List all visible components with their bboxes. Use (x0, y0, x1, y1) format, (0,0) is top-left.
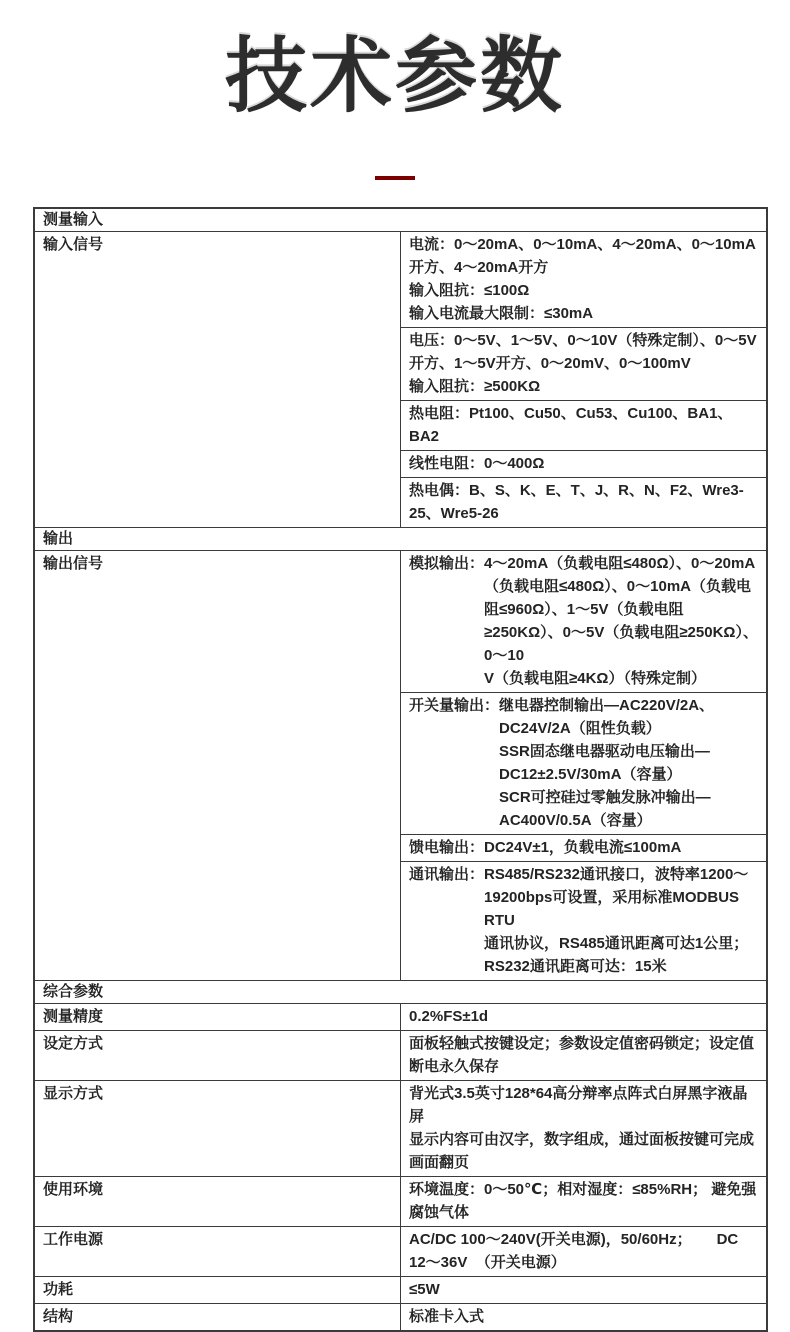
table-row (34, 1277, 767, 1304)
spec-cell-linear-resistance (401, 451, 768, 478)
title-underline (375, 176, 415, 180)
spec-cell-current (401, 232, 768, 328)
spec-cell-thermocouple (401, 478, 768, 528)
section-header-measure-input: 测量输入 (34, 208, 767, 232)
spec-line: SCR可控硅过零触发脉冲输出—AC400V/0.5A（容量） (499, 789, 711, 830)
section-header-output: 输出 (34, 528, 767, 551)
table-row (34, 1081, 767, 1177)
spec-line: 输入电流最大限制：≤30mA (409, 305, 594, 323)
spec-line: 继电器控制输出—AC220V/2A、DC24V/2A（阻性负载） (499, 697, 715, 738)
spec-label: 开关量输出： (409, 697, 500, 715)
spec-line: ≤5W (409, 1281, 440, 1299)
row-label-structure: 结构 (34, 1304, 401, 1332)
row-label-display: 显示方式 (34, 1081, 401, 1177)
spec-line: 环境温度：0～50℃；相对湿度：≤85%RH； 避免强腐蚀气体 (409, 1181, 757, 1222)
spec-cell-rtd (401, 401, 768, 451)
row-label-input-signal: 输入信号 (34, 232, 401, 528)
spec-line: 电压：0～5V、1～5V、0～10V（特殊定制）、0～5V开方、1～5V开方、0～20mV、0～100mV (409, 332, 757, 373)
row-label-accuracy: 测量精度 (34, 1004, 401, 1031)
spec-label: 模拟输出： (409, 555, 485, 573)
spec-line: SSR固态继电器驱动电压输出—DC12±2.5V/30mA（容量） (499, 743, 710, 784)
spec-cell-feed-output (401, 835, 768, 862)
spec-line: 馈电输出：DC24V±1，负载电流≤100mA (409, 839, 682, 857)
table-row (34, 1227, 767, 1277)
spec-line: 显示内容可由汉字，数字组成，通过面板按键可完成画面翻页 (409, 1131, 755, 1172)
spec-line: 背光式3.5英寸128*64高分辩率点阵式白屏黑字液晶屏 (409, 1085, 748, 1126)
spec-line: RS485/RS232通讯接口，波特率1200～19200bps可设置，采用标准MODBUS RTU (484, 866, 749, 930)
spec-line: 电流：0～20mA、0～10mA、4～20mA、0～10mA开方、4～20mA开方 (409, 236, 756, 277)
spec-line: 热电阻：Pt100、Cu50、Cu53、Cu100、BA1、BA2 (409, 405, 733, 446)
row-label-power-consumption: 功耗 (34, 1277, 401, 1304)
spec-cell-setting-method (401, 1031, 768, 1081)
table-row (34, 1004, 767, 1031)
spec-line: 热电偶：B、S、K、E、T、J、R、N、F2、Wre3-25、Wre5-26 (409, 482, 744, 523)
spec-cell-power-consumption (401, 1277, 768, 1304)
table-row (34, 1031, 767, 1081)
spec-cell-environment (401, 1177, 768, 1227)
spec-cell-accuracy (401, 1004, 768, 1031)
page-title: 技术参数 (224, 31, 565, 122)
spec-cell-power-supply (401, 1227, 768, 1277)
spec-label: 通讯输出： (409, 866, 485, 884)
table-row (34, 551, 767, 693)
spec-line: 0.2%FS±1d (409, 1008, 489, 1026)
spec-cell-display (401, 1081, 768, 1177)
section-row-general (34, 981, 767, 1004)
spec-line: 输入阻抗：≥500KΩ (409, 378, 541, 396)
spec-line: 4～20mA（负载电阻≤480Ω）、0～20mA（负载电阻≤480Ω）、0～10mA（负载电 (484, 555, 756, 596)
spec-line: 面板轻触式按键设定；参数设定值密码锁定；设定值断电永久保存 (409, 1035, 755, 1076)
section-row-measure-input (34, 208, 767, 232)
spec-line: AC/DC 100～240V(开关电源)，50/60Hz； DC 12～36V （开关电源） (409, 1231, 743, 1272)
table-row (34, 1177, 767, 1227)
table-row (34, 232, 767, 328)
spec-table (33, 207, 768, 1332)
section-row-output (34, 528, 767, 551)
row-label-setting-method: 设定方式 (34, 1031, 401, 1081)
spec-line: 输入阻抗：≤100Ω (409, 282, 530, 300)
spec-line: V（负载电阻≥4KΩ）（特殊定制） (484, 670, 706, 688)
page (0, 30, 790, 1326)
spec-line: 阻≤960Ω）、1～5V（负载电阻≥250KΩ）、0～5V（负载电阻≥250KΩ）、0～10 (484, 601, 758, 665)
spec-line: 通讯协议，RS485通讯距离可达1公里；RS232通讯距离可达：15米 (484, 935, 749, 976)
row-label-output-signal: 输出信号 (34, 551, 401, 981)
table-row (34, 1304, 767, 1332)
section-header-general: 综合参数 (34, 981, 767, 1004)
row-label-environment: 使用环境 (34, 1177, 401, 1227)
spec-cell-structure (401, 1304, 768, 1332)
spec-cell-analog-output (401, 551, 768, 693)
spec-cell-voltage (401, 328, 768, 401)
spec-cell-comm-output (401, 862, 768, 981)
spec-line: 标准卡入式 (409, 1308, 485, 1326)
row-label-power-supply: 工作电源 (34, 1227, 401, 1277)
spec-line: 线性电阻：0～400Ω (409, 455, 545, 473)
spec-cell-switch-output (401, 693, 768, 835)
